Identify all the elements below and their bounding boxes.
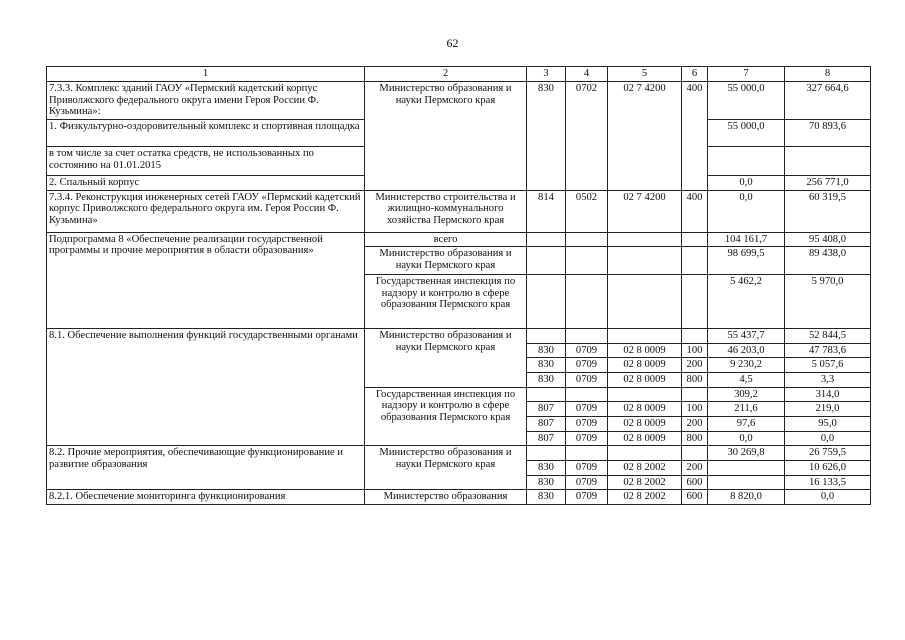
- col3-cell: [527, 275, 566, 329]
- col6-cell: [682, 232, 708, 247]
- header-cell-1: 1: [47, 67, 365, 82]
- col4-cell: 0709: [566, 475, 608, 490]
- col4-cell: [566, 232, 608, 247]
- row-8-2-description: 8.2. Прочие мероприятия, обеспечивающие функционирование и развитие образования: [47, 446, 365, 490]
- col6-cell: [682, 387, 708, 402]
- col3-cell: 807: [527, 417, 566, 432]
- row-7-3-4-description: 7.3.4. Реконструкция инженерных сетей ГАОУ «Пермский кадетский корпус Приволжского федерального округа им. Героя России Ф. Кузьмина»: [47, 190, 365, 232]
- row-8-2-1-description: 8.2.1. Обеспечение мониторинга функционирования: [47, 490, 365, 505]
- col6-cell: 400: [682, 82, 708, 191]
- col6-cell: 400: [682, 190, 708, 232]
- col5-cell: 02 8 2002: [608, 460, 682, 475]
- col4-cell: 0709: [566, 358, 608, 373]
- header-cell-5: 5: [608, 67, 682, 82]
- col8-cell: 70 893,6: [785, 119, 871, 146]
- col5-cell: 02 8 0009: [608, 343, 682, 358]
- col7-cell: 55 000,0: [708, 82, 785, 120]
- col7-cell: 97,6: [708, 417, 785, 432]
- budget-table: [46, 66, 871, 505]
- col5-cell: 02 8 2002: [608, 475, 682, 490]
- page-number: 62: [446, 36, 459, 50]
- row-7-3-3-description: 7.3.3. Комплекс зданий ГАОУ «Пермский кадетский корпус Приволжского федерального округа имени Героя России Ф. Кузьмина»:: [47, 82, 365, 120]
- table-row: [47, 82, 871, 120]
- table-row: [47, 190, 871, 232]
- col4-cell: 0709: [566, 490, 608, 505]
- col6-cell: [682, 329, 708, 344]
- subprogram-8-ministry: Министерство образования и науки Пермского края: [365, 247, 527, 275]
- row-7-3-3-1-description: 1. Физкультурно-оздоровительный комплекс и спортивная площадка: [47, 119, 365, 146]
- col8-cell: 26 759,5: [785, 446, 871, 461]
- col8-cell: 16 133,5: [785, 475, 871, 490]
- col3-cell: 830: [527, 82, 566, 191]
- col8-cell: 47 783,6: [785, 343, 871, 358]
- col8-cell: 3,3: [785, 373, 871, 388]
- row-7-3-3-ministry: Министерство образования и науки Пермского края: [365, 82, 527, 191]
- col5-cell: [608, 275, 682, 329]
- col7-cell: 46 203,0: [708, 343, 785, 358]
- col4-cell: 0702: [566, 82, 608, 191]
- col5-cell: [608, 387, 682, 402]
- col8-cell: 314,0: [785, 387, 871, 402]
- col5-cell: [608, 232, 682, 247]
- col5-cell: [608, 446, 682, 461]
- col3-cell: [527, 446, 566, 461]
- col8-cell: 256 771,0: [785, 175, 871, 190]
- col3-cell: 830: [527, 460, 566, 475]
- col5-cell: 02 8 0009: [608, 358, 682, 373]
- col5-cell: 02 8 0009: [608, 402, 682, 417]
- col4-cell: [566, 446, 608, 461]
- col8-cell: 52 844,5: [785, 329, 871, 344]
- row-remainder-description: в том числе за счет остатка средств, не использованных по состоянию на 01.01.2015: [47, 146, 365, 175]
- col3-cell: [527, 232, 566, 247]
- col6-cell: 600: [682, 475, 708, 490]
- table-row: [47, 490, 871, 505]
- col6-cell: [682, 446, 708, 461]
- header-cell-4: 4: [566, 67, 608, 82]
- col4-cell: [566, 247, 608, 275]
- col7-cell: 0,0: [708, 431, 785, 446]
- col8-cell: 327 664,6: [785, 82, 871, 120]
- col6-cell: 200: [682, 417, 708, 432]
- col8-cell: 10 626,0: [785, 460, 871, 475]
- col8-cell: 95 408,0: [785, 232, 871, 247]
- row-7-3-3-2-description: 2. Спальный корпус: [47, 175, 365, 190]
- header-cell-3: 3: [527, 67, 566, 82]
- table-header-row: [47, 67, 871, 82]
- col6-cell: 100: [682, 402, 708, 417]
- col3-cell: [527, 387, 566, 402]
- col6-cell: 200: [682, 460, 708, 475]
- col7-cell: 309,2: [708, 387, 785, 402]
- col8-cell: 5 057,6: [785, 358, 871, 373]
- col6-cell: [682, 247, 708, 275]
- col3-cell: 830: [527, 343, 566, 358]
- col7-cell: 98 699,5: [708, 247, 785, 275]
- col5-cell: 02 7 4200: [608, 190, 682, 232]
- col7-cell: 104 161,7: [708, 232, 785, 247]
- col7-cell: 211,6: [708, 402, 785, 417]
- col6-cell: 200: [682, 358, 708, 373]
- header-cell-2: 2: [365, 67, 527, 82]
- col5-cell: [608, 247, 682, 275]
- subprogram-8-inspection: Государственная инспекция по надзору и контролю в сфере образования Пермского края: [365, 275, 527, 329]
- col4-cell: [566, 387, 608, 402]
- col7-cell: 5 462,2: [708, 275, 785, 329]
- col7-cell: 8 820,0: [708, 490, 785, 505]
- col4-cell: 0709: [566, 373, 608, 388]
- col7-cell: 0,0: [708, 190, 785, 232]
- col5-cell: 02 8 2002: [608, 490, 682, 505]
- col4-cell: 0709: [566, 417, 608, 432]
- col3-cell: [527, 247, 566, 275]
- col3-cell: 807: [527, 431, 566, 446]
- col4-cell: [566, 329, 608, 344]
- col3-cell: 830: [527, 358, 566, 373]
- col6-cell: 800: [682, 373, 708, 388]
- col5-cell: 02 8 0009: [608, 373, 682, 388]
- header-cell-6: 6: [682, 67, 708, 82]
- header-cell-8: 8: [785, 67, 871, 82]
- col7-cell: [708, 460, 785, 475]
- col6-cell: 800: [682, 431, 708, 446]
- col7-cell: [708, 146, 785, 175]
- col3-cell: 830: [527, 373, 566, 388]
- col7-cell: 9 230,2: [708, 358, 785, 373]
- col4-cell: [566, 275, 608, 329]
- col4-cell: 0709: [566, 343, 608, 358]
- col5-cell: 02 8 0009: [608, 417, 682, 432]
- col3-cell: 814: [527, 190, 566, 232]
- row-8-2-1-ministry: Министерство образования: [365, 490, 527, 505]
- col7-cell: 30 269,8: [708, 446, 785, 461]
- col7-cell: 55 000,0: [708, 119, 785, 146]
- col8-cell: 5 970,0: [785, 275, 871, 329]
- col7-cell: 4,5: [708, 373, 785, 388]
- col4-cell: 0709: [566, 460, 608, 475]
- subprogram-8-total-label: всего: [365, 232, 527, 247]
- col3-cell: 807: [527, 402, 566, 417]
- col8-cell: 0,0: [785, 431, 871, 446]
- col5-cell: [608, 329, 682, 344]
- row-7-3-4-ministry: Министерство строительства и жилищно-коммунального хозяйства Пермского края: [365, 190, 527, 232]
- col7-cell: 0,0: [708, 175, 785, 190]
- col7-cell: [708, 475, 785, 490]
- col8-cell: 95,0: [785, 417, 871, 432]
- subprogram-8-description: Подпрограмма 8 «Обеспечение реализации государственной программы и прочие мероприятия в области образования»: [47, 232, 365, 329]
- col6-cell: 100: [682, 343, 708, 358]
- col5-cell: 02 8 0009: [608, 431, 682, 446]
- col3-cell: 830: [527, 475, 566, 490]
- table-row: [47, 232, 871, 247]
- header-cell-7: 7: [708, 67, 785, 82]
- col8-cell: 0,0: [785, 490, 871, 505]
- col4-cell: 0709: [566, 402, 608, 417]
- table-row: [47, 446, 871, 461]
- col7-cell: 55 437,7: [708, 329, 785, 344]
- row-8-1-description: 8.1. Обеспечение выполнения функций государственными органами: [47, 329, 365, 446]
- table-row: [47, 329, 871, 344]
- col8-cell: 219,0: [785, 402, 871, 417]
- col3-cell: 830: [527, 490, 566, 505]
- col5-cell: 02 7 4200: [608, 82, 682, 191]
- col6-cell: 600: [682, 490, 708, 505]
- row-8-1-ministry: Министерство образования и науки Пермского края: [365, 329, 527, 388]
- col3-cell: [527, 329, 566, 344]
- col8-cell: 89 438,0: [785, 247, 871, 275]
- col4-cell: 0502: [566, 190, 608, 232]
- col8-cell: 60 319,5: [785, 190, 871, 232]
- row-8-1-inspection: Государственная инспекция по надзору и контролю в сфере образования Пермского края: [365, 387, 527, 446]
- col8-cell: [785, 146, 871, 175]
- col6-cell: [682, 275, 708, 329]
- col4-cell: 0709: [566, 431, 608, 446]
- row-8-2-ministry: Министерство образования и науки Пермского края: [365, 446, 527, 490]
